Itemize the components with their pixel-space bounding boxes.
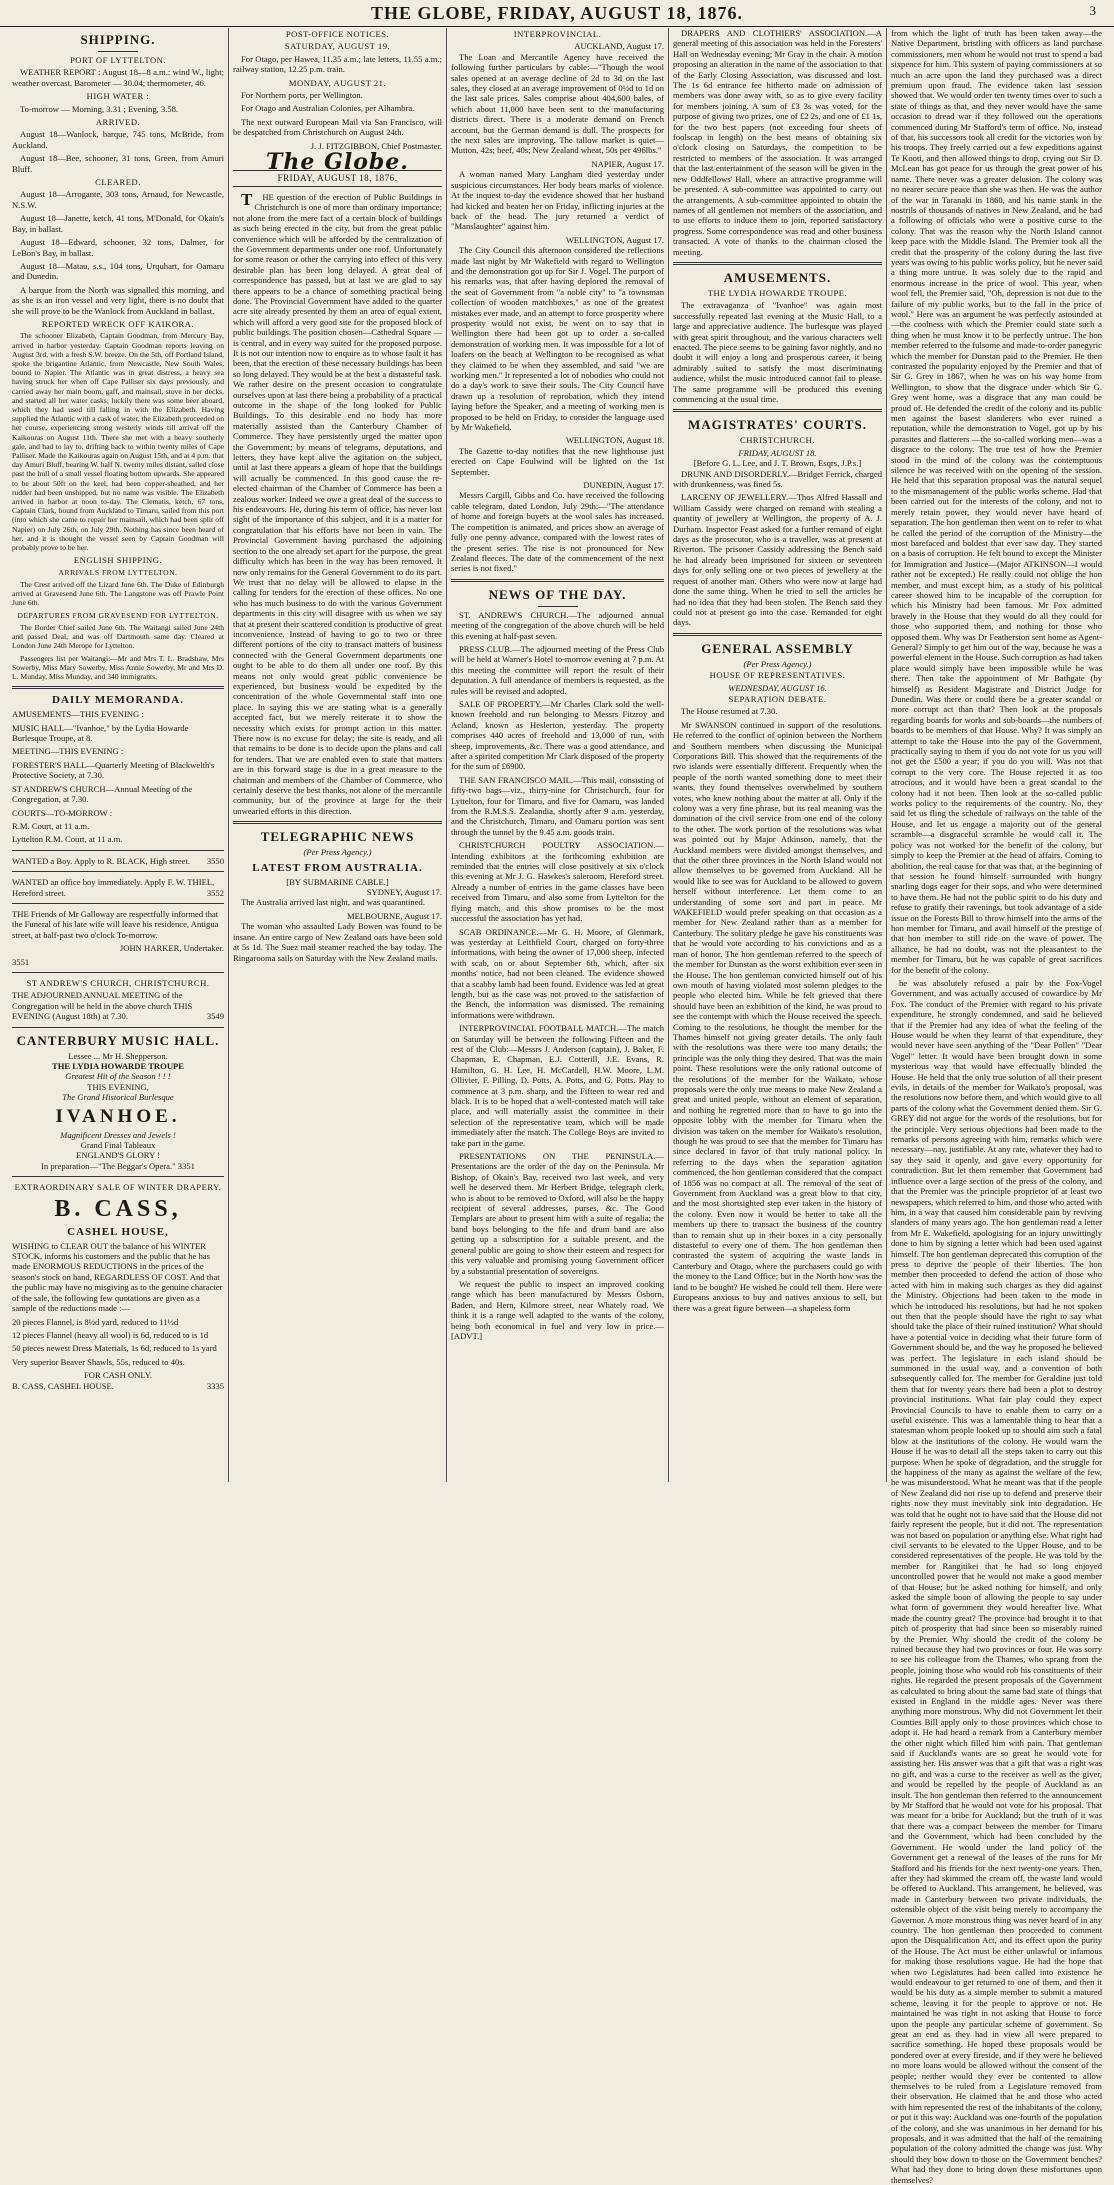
columns: [8, 28, 1106, 2185]
news-item: ST. ANDREW'S CHURCH.—The adjourned annual meeting of the congregation of the above church will be held this evening at half-past seven.: [451, 609, 664, 641]
finale: Grand Final Tableaux: [80, 1140, 156, 1151]
memo-meeting-heading: MEETING—THIS EVENING :: [12, 746, 124, 757]
memoranda-heading: DAILY MEMORANDA.: [52, 694, 184, 707]
magistrates-heading: MAGISTRATES' COURTS.: [688, 417, 867, 433]
column-2: [228, 28, 446, 1482]
barque-note: A barque from the North was signalled this morning, and as she is an iron vessel and very light, there is no doubt that she will prove to be the Wanlock from Auckland in ballast.: [12, 284, 224, 316]
press-agency: (Per Press Agency.): [303, 847, 372, 858]
court-bench: [Before G. L. Lee, and J. T. Brown, Esqrs, J.P.s.]: [693, 458, 862, 469]
lessee: Lessee ... Mr H. Shepperson.: [68, 1050, 168, 1061]
troupe: THE LYDIA HOWARDE TROUPE: [51, 1061, 185, 1072]
advert-cass: [12, 1182, 224, 1391]
grand-burlesque: The Grand Historical Burlesque: [62, 1092, 174, 1103]
interprovincial-heading: INTERPROVINCIAL.: [513, 29, 602, 39]
dateline: WELLINGTON, August 17.: [565, 234, 664, 245]
memo-court: R.M. Court, at 11 a.m.: [12, 820, 90, 831]
cass-title: B. CASS,: [54, 1195, 182, 1222]
leader-article: THE question of the erection of Public Buildings in Christchurch is one of more than ordinary importance; not alone from the mere fact of a certain block of buildings as such being erected in the city, but from the great public convenience which will be afforded by the centralization of the Government departments under one roof. Unfortunately for some reason or other the carrying into effect of this very desirable plan has been long delayed. A great deal of correspondence has passed, but at last we are glad to say there appears to be a chance of something practical being done. The Provincial Government have added to the quarter acre site already presented by them an area of equal extent, which will afford a very good site for the proposed block of public buildings. The position chosen—Cathedral Square —is central, and in every way suited for the proposed purpose. It is not our intention now to enquire as to whose fault it has been, that the erection of these necessary buildings has been so long delayed. They would be at the best a distasteful task. We rather desire on the present occasion to congratulate ourselves upon at last there being a probability of a practical outcome in the shape of the long looked for Public Buildings. To this desirable end no body has more materially assisted than the Canterbury Chamber of Commerce. They have persistently urged the matter upon the Government; by means of telegrams, deputations, and letters, they have kept alive the agitation on the subject, until at last there appears a gleam of hope that the buildings will actually be commenced. In this good cause the re-elected chairman of the Chamber of Commerce has been a zealous worker. Indeed we owe a great deal of the success to his endeavours. He, during his term of office, has never lost sight of the importance of this subject, and it is a matter for congratulation that his efforts have not been in vain. The Provincial Government having purchased the adjoining section to the one already set apart for the purpose, the great difficulty which has been in the way has been removed. It now only remains for the General Government to do its part. We trust that no delay will be allowed to elapse in the calling for tenders for the erection of these offices. No one who has much business to do with the various Government departments in this city will disagree with us when we say that at present their scattered condition is productive of great inconvenience. Instead of having to go to two or three different portions of the city to transact matters of business connected with the General Government departments one ought to be able to do them all under one roof. By this means not only would great public convenience be experienced, but business would be expedited by the concentration of the whole Governmental staff into one place. In saying this we are stating what is a generally accepted fact, but we merely reiterate it to show the necessity which exists for prompt action in this matter. There now is no excuse for delay; the site is ready, and all that remains to be done is to decide upon the plans and call for tenders. That we are enabled even to state that matters are in this forward stage is due in a great measure to the chairman and members of the Chamber of Commerce, who certainly deserve the best thanks, not alone of the mercantile community, but of the province at large for the their unwearied efforts in this direction.: [233, 189, 442, 816]
news-item: THE SAN FRANCISCO MAIL.—This mail, consisting of fifty-two bags—viz., thirty-nine for Christchurch, four for Lyttelton, four for Timaru, and five for Oamaru, was landed from the R.M.S.S. Zealandia, shortly after 9 a.m. yesterday, and the Christchurch, Timaru, and Oamaru portion was sent through the tunnel by the 9.45 a.m. goods train.: [451, 774, 664, 837]
news-item: INTERPROVINCIAL FOOTBALL MATCH.—The match on Saturday will be between the following Fifteen and the rest of the Club:—Messrs J. Anderson (captain), J. Baker, F. Chapman, E. Chapman, E.J. Cotterill, J.E. Evans, R. Hamilton, G. H. Lee, H. McCardell, H.W. Moore, L.M. Ollivier, F. Pilling, D. Potts, A. Potts, and G. Potts. Play to commence at 3 p.m. sharp, and the Fifteen to wear red and black. It is to be hoped that a well-contested match will take place, and will materially assist the committee in their selection of the representative team, which will be made immediately after the match. The College Boys are invited to take part in the game.: [451, 1023, 664, 1148]
english-arrivals: The Crest arrived off the Lizard June 6th. The Duke of Edinburgh arrived at Gravesend June 6th. The Langstone was off Prawle Point June 6th.: [12, 580, 224, 608]
music-hall-title: CANTERBURY MUSIC HALL.: [16, 1032, 220, 1048]
issue-date: FRIDAY, AUGUST 18, 1876.: [233, 170, 442, 186]
masthead: [0, 0, 1114, 27]
advert-st-andrews: [12, 978, 224, 1022]
melbourne-dateline: MELBOURNE, August 17.: [346, 910, 442, 921]
wreck-heading: REPORTED WRECK OFF KAIKORA.: [41, 318, 195, 329]
dresses: Magnificent Dresses and Jewels !: [60, 1129, 176, 1140]
cashel-house: CASHEL HOUSE,: [67, 1225, 169, 1238]
court-case: DRUNK AND DISORDERLY.—Bridget Ferrick, charged with drunkenness, was fined 5s.: [673, 468, 882, 490]
news-item: The Loan and Mercantile Agency have received the following further particulars by cable:—"Though the wool sales opened at an average decline of 2d to 3d on the last sales, they closed at an average improvement of 0½d to 1d on the last sale prices. Sales comprise about 404,600 bales, of which about 11,000 have been sent to the manufacturing districts direct. There is a moderate demand on French account, but the German demand is dull. The prospects for the next sales are improving. The tallow market is quiet—Mutton, 42s; beef, 40s; New Zealand wheat, 50s per 496lbs.": [451, 51, 664, 156]
column-4: [668, 28, 886, 1482]
news-item: We request the public to inspect an improved cooking range which has been manufactured by Messrs Osborn, Baden, and Hern, Kilmore street, near Whately road. We think it is a range well adapted to the wants of the colony, being both economical in fuel and very low in price.—[ADVT.]: [451, 1278, 664, 1341]
telegraphic-heading: TELEGRAPHIC NEWS: [260, 829, 415, 845]
this-evening: THIS EVENING,: [87, 1081, 149, 1092]
dateline: DUNEDIN, August 17.: [583, 480, 664, 491]
po-saturday: SATURDAY, AUGUST 19.: [284, 41, 391, 52]
ivanhoe-title: IVANHOE.: [55, 1105, 181, 1127]
press-agency: (Per Press Agency.): [743, 658, 812, 669]
globe-title: The Globe.: [266, 149, 409, 176]
cable-note: [BY SUBMARINE CABLE.]: [286, 876, 389, 887]
advert-heading: ST ANDREW'S CHURCH, CHRISTCHURCH.: [26, 977, 210, 988]
arrived-heading: ARRIVED.: [95, 117, 141, 128]
advert-office-boy: [12, 877, 224, 898]
price-item: 12 pieces Flannel (heavy all wool) is 6d, reduced to is 1d: [12, 1329, 209, 1340]
po-notice: For Otago and Australian Colonies, per Alhambra.: [241, 103, 415, 114]
sydney-dateline: SYDNEY, August 17.: [366, 887, 442, 898]
memo-courts-heading: COURTS—TO-MORROW :: [12, 807, 113, 818]
amusements-subheading: THE LYDIA HOWARDE TROUPE.: [707, 287, 848, 298]
separation-heading: SEPARATION DEBATE.: [728, 693, 827, 704]
glory: ENGLAND'S GLORY !: [76, 1150, 160, 1161]
post-office-heading: POST-OFFICE NOTICES.: [285, 29, 390, 39]
news-item: PRESS CLUB.—The adjourned meeting of the Press Club will be held at Warner's Hotel to-morrow evening at 7 p.m. At this meeting the committee will report the result of their deputation. A full attendance of members is requested, as the rules will be revised and adopted.: [451, 643, 664, 696]
column-3: [446, 28, 668, 1482]
shipping-heading: SHIPPING.: [80, 32, 156, 47]
amusements-heading: AMUSEMENTS.: [723, 269, 832, 285]
advert-text: WISHING to CLEAR OUT the balance of his WINTER STOCK, informs his customers and the public that he has made ENORMOUS REDUCTIONS in the prices of the season's stock on hand, REGARDLESS OF COST. And that the public may have no misgiving as to the genuine character of the sale, the following few quotations are given as a sample of the reductions made :—: [12, 1240, 223, 1314]
general-assembly-heading: GENERAL ASSEMBLY: [701, 640, 854, 656]
debate-continued: from which the light of truth has been taken away—the Native Department, bristling with officers as land purchase commissioners, men whom he would not trust to spend a bad sixpence for him. This system of paying commissioners at so much an acre upon the land they purchased was a direct premium upon fraud. The evidence taken last session showed that. We would order ten twenty times over to such a state of things as that, and they never would have the same occasion to dread war if they followed out the operations commenced during Mr Stafford's term of office. No, instead of that, his successors took all credit for the victories won by his troops. They freely carried out a few expeditions against Te Kooti, and then allowed things to drop, crying out Sir D. McLean has got peace for us through the great power of his name. There never was a greater delusion. The colony was no nearer secure peace than she was then. He was the author of the war in Taranaki in 1860, and his name stank in the nostrils of thousands of natives in New Zealand, and he had a following of officials who were a positive curse to the colony. That was the reason why the North Island cannot keep pace with the Middle Island. The Premier took all the credit that the prosperity of the colony during the last five years was owing to his public works policy, but he never said a thing more untrue. It was solely due to the rapid and enormous increase in the price of wool. This year, when wool fell, the Premier said, "Oh, depression is not due to the failure of my public works, but to the fall in the price of wool." Here was an argument he was perfectly astounded at—the coolness with which the Premier could state such a thing when he must know it to be perfectly untrue. The hon member referred to the fulsome and made-to-order panegyric which the member for Dunstan paid to the Premier. He then contrasted the popularity enjoyed by the Premier and that of Sir G. Grey in 1867, when he was on his way home from Wellington, to show that the disgrace under which Sir G. Grey went home, was a disgrace that any man could be proud of. He defended the credit of the colony and its public men against the basest slanderers who ever ruined a reputation, while the demonstration to Vogel, got up by his parasites and flatterers —the so-called working men—was a disgrace to the colony. The true test of how the Premier stood in the mind of the colony was the contemptuous silence he was received with on the opening of the session. He held that this separation proposal was the natural sequel to the mismanagement of the public works scheme. Had that been carried out for the interests of the colony, and not to merely retain power, they would never have heard of separation. The hon gentleman then went on to refer to what he called the period of the corruption of the Ministry—the most barefaced and boldest that ever saw day. They started on a basis of corruption. He felt bound to except the Minister for Immigration and Justice—(Major ATKINSON—I would rather not be excepted.) He really could not oblige the hon member, and must except him, as a study of his political career showed him to be incapable of the corruption for which his Ministry had been famous. Mr Fox admitted bravely in the House that they would do all they could for those who supported them, and nothing for those who opposed them. Why was Dr Featherston sent home as Agent-General? Simply to get him out of the way, because he was a powerful element in the House. Such corruption as had taken place would simply have been impossible while he was there. Then take the appointment of Mr Bathgate (by himself) as Resident Magistrate and District Judge for Dunedin. Was there or could there be a greater scandal or more corrupt act than that? Then look at the proposals regarding boards for works and sub-boards—the numbers of boards to be members of that House. Why? It was simply an attempt to take the House into the pay of the Government, practically saying to them if you do not vote for us you will not get the £500 a year; if you do you will. Was not that corrupt to the very core. The House rejected it as too atrocious, and it would have been a great scandal to the colony had it not been. Then look at the so-called public works policy to the requirements of the country. No, they said let us fling the schedule of railways on the table of the House, and let us engage a majority out of the general scramble—a disgraceful scramble he would call it. The policy was not worked for the benefit of the colony, but simply to keep the Premier at the head of affairs. Coming to abolition, the real cause for that was that, at the beginning of that session he found himself surrounded with hungry snarling dogs eager for their sops, and who were determined to have them. He had not the public spirit to do his duty and refuse to gratify their ravenings, but took advantage of a side issue on the Forests Bill to throw himself into the arms of the hon member for Timaru, and avail himself of the prestige of that hon member to still ride on the wave of power. The alliance, he had no doubt, was not the pleasantest to the member for Timaru, but he was capable of great sacrifices for the benefit of the colony.: [891, 28, 1102, 975]
assembly-date: WEDNESDAY, AUGUST 16.: [728, 682, 827, 693]
debate-continued: he was absolutely refused a pair by the Fox-Vogel Government, and was actually accused of cowardice by Mr Fox. The conduct of the Premier with regard to his private expenditure, he strongly condemned, and said he believed that if the Premier had any idea of what the feeling of the House would be when they learnt of that expenditure, they would never have seen anything of the "Dear Pollen" "Dear Vogel" letter. It would have been brought down in some mysterious way that would have effectually blinded the House. He held that the only true solution of all their present evils, in details of the member for Waikato's proposal, was the resolutions now before them, and which would give to all parts of the colony what the Government denied them. Sir G. GREY did not argue for the words of the resolutions, but for the principle. Very serious objections had been made to the remarks of persons agreeing with him, remarks which were necessary—nay, justifiable. At any rate, whatever they had to say they said it openly, and gave every opportunity for contradiction. But let them remember that Government had influence over a large section of the press of the colony, and that the Premier was the principle proprietor of at least two newspapers, which referred to him, and those who acted with him, in a way that caused him considerable pain by reviving slanders of many years ago. The hon gentleman read a letter from Mr E. Wakefield, apologising for an injury unwittingly done to him by signing a letter which had been used against himself. The hon gentleman deprecated this corruption of the press to deprive the people of their liberties. The hon member then proceeded to defend the action of those who acted with him in making such charges as they did against the Ministry. Objections had been taken to the mode in which he introduced his resolutions, but had he not spoken out then that the people should have the right to say what should take the place of their ruined institution? What should have a potential voice in deciding what their future form of Government should be, and the way he proposed he believed was perfect. The legislature in each island should be summoned in the usual way, and a convention of both subsequently called for. The member for Geraldine just told them that for twenty years there had been a plot to destroy provincial institutions. What fair play could they expect Provincial Councils to have to enable them to carry on a useful existence. This was a lamentable thing to hear that a statesman whom people looked up to should aim such a fatal blow at the institutions of the colony. He would warn the House if he was to detail all the steps taken to carry out this purpose. When he spoke of degradation, and the struggle for the happiness of the many as against the welfare of the few, he was misunderstood. What he meant was that if the people of New Zealand did not rise up to defend and preserve their rights now they must inevitably sink into degradation. He was told that he ought not to have said that the House did not fairly represent the people, but it did not. The representation was not based on population or anything else. What right had civil servants to be elevated to the Upper House, and to be considered representatives of the people. He was told by the member for Rangitikei that he had so long enjoyed uncontrolled power that he would not make a good member of that House; but he asked nothing for himself, and only asked the simple boon of allowing the people to say under what form of government they would hereafter live. What made the country great? The province had brought it to that pitch of prosperity that had since been so miserably ruined by the Premier. Why should the credit of the colony be ruined because they had two provinces or four. He was sorry to see his colleague from the Thames, who sprang from the people, joining those who would rob his constituents of their rights. He regarded the present proposals of the Government as calculated to bring about the same bad state of things that existed in England in the middle ages. Never was there anything more monstrous. Why did not Government let their Counties Bill apply only to those provinces which chose to adopt it. He had heard a remark from a Canterbury member the other night which filled him with pain. That gentleman said if Auckland's wants are so great he would vote for assisting her. His answer was that a gift that was a right was no gift, and was a curse to the receiver as well as the giver, and would be repelled by the people of Auckland as an insult. The hon gentleman then referred to the announcement by Mr Stafford that he would not vote for his proposal. That was meant for a bribe for Auckland; but the truth of it was that there was a compact between the member for Timaru and the Government, which had been concluded by the Government. He would under the land policy of the Government get a renewal of the leases of the runs for Mr Stafford and his friends for the next twenty-one years. Then, after they had skimmed the cream off, the waste land would be offered to Auckland. This arrangement, he believed, was made in Canterbury between two private individuals, the ostensible object of the visit being merely to accompany the Governor. A more monstrous thing was never heard of in any country. The hon gentleman then proceeded to comment upon the Disqualification Act, and its effect upon the purity of the House. The Act must be either unlawful or infamous for making those resolutions vague. He had the hope that when two Legislatures had been called into existence he would endeavour to get returned to one of them, and then it would be his duty as a simple member to submit a matured scheme, leaving it for the people to approve or not. He maintained he was right in not asking that House to force upon the people any particular scheme of government. So great an end as they had in view all were prepared to sacrifice something. He hoped these proposals would be pondered over at every fireside, and if they were he believed no more loans would be allowed without the consent of the people; neither would they ever be contented to allow themselves to be ruled from a Legislature removed from their observation. He claimed that he and those who acted with him represented the rest of the inhabitants of the colony, or put it this way: Auckland was one-fourth of the population of the colony, and she was unanimous in her demand for his proposals, and it was admitted that the half of the remaining population of the colony admitted the change was just. Why should they bow down to those on the Government benches? What had they done to bring down these misfortunes upon themselves?: [891, 977, 1102, 2185]
australia-heading: LATEST FROM AUSTRALIA.: [252, 861, 423, 874]
memo-meeting: FORESTER'S HALL—Quarterly Meeting of Blackwelth's Protective Society, at 7.30.: [12, 759, 215, 781]
dateline: WELLINGTON, August 18.: [565, 435, 664, 446]
english-shipping-heading: ENGLISH SHIPPING.: [73, 555, 163, 566]
advert-music-hall: [12, 1033, 224, 1172]
page-number: 3: [1089, 3, 1096, 18]
high-water: To-morrow — Morning, 3.31 ; Evening, 3.58.: [20, 103, 179, 114]
drapers-association: DRAPERS AND CLOTHIERS' ASSOCIATION.—A general meeting of this association was held in the Foresters' Hall on Wednesday evening; Mr Gray in the chair. A motion proposing an alteration in the name of the association to that of the Early Closing Association, was discussed and lost. The 1s 6d entrance fee hitherto made on admission of members was done away with, so as to give every facility for members joining. A sum of £3 3s was voted, for the purpose of giving two prizes, one of £2 2s, and one of £1 1s, for the two best papers (not exceeding four sheets of foolscap in length) on the best means of obtaining six o'clock closing on Saturdays, the competition to be restricted to members of the association. It was arranged that the last entertainment of the season will be given in the new Oddfellows' Hall, where an attractive programme will be presented. A sub-committee was appointed to carry out the arrangements. A sub-committee appointed to obtain the names of all gentlemen not members of the association, and to use efforts to induce them to join, reported satisfactory progress. Some correspondence was read and other business transacted. A vote of thanks to the chairman closed the meeting.: [673, 28, 882, 257]
news-item: SCAB ORDINANCE.—Mr G. H. Moore, of Glenmark, was yesterday at Leithfield Court, charged on forty-three informations, with being the owner of 17,000 sheep, infected with scab, on or about September 6th, which, after six months' notice, had not been cleaned. The evidence showed that a scabby lamb had been found. Evidence was led at great length, but as the case was not proved to the satisfaction of the Bench, the information was dismissed. The remaining informations were withdrawn.: [451, 926, 664, 1020]
amusements-text: The extravaganza of "Ivanhoe" was again most successfully repeated last evening at the Music Hall, to a large and appreciative audience. The burlesque was played with great spirit throughout, and the various characters well enacted. The piece seems to be gaining favor nightly, and no doubt it will enjoy a long and prosperous career, it being admirably suited to satisfy the most discriminating audience, whilst the music introduced cannot fail to please. The same programme will be produced this evening commencing at the usual time.: [673, 300, 882, 404]
price-item: 50 pieces newest Dress Materials, 1s 6d, reduced to 1s yard: [12, 1343, 217, 1354]
melbourne-news: The woman who assaulted Lady Bowen was found to be insane. An entire cargo of New Zealand oats have been sold at 5s 1d. The Suez mail steamer reached the bay today. The Ringarooma sails on Saturday with the New Zealand mails.: [233, 921, 442, 963]
memo-amusements-heading: AMUSEMENTS—THIS EVENING :: [12, 709, 144, 720]
advert-number: 3335: [206, 1380, 224, 1391]
cleared-item: August 18—Arrogante, 303 tons, Arnaud, for Newcastle, N.S.W.: [12, 189, 224, 210]
weather-report: WEATHER REPORT : August 18—8 a.m.: wind W., light; weather overcast. Barometer — 30.04; thermometer, 46.: [12, 67, 224, 88]
column-1: [8, 28, 228, 1482]
court-date: FRIDAY, AUGUST 18.: [738, 447, 817, 458]
memo-amusements: MUSIC HALL—"Ivanhoe," by the Lydia Howarde Burlesque Troupe, at 8.: [12, 722, 189, 744]
court-place: CHRISTCHURCH.: [739, 435, 816, 446]
arrival-item: August 18—Wanlock, barque, 745 tons, McBride, from Auckland.: [12, 129, 224, 150]
memoranda: [12, 709, 224, 844]
advert-text: THE ADJOURNED ANNUAL MEETING of the Congregation will be held in the above church THIS EVENING (August 18th) at 7.30.: [12, 990, 193, 1022]
wreck-text: The schooner Elizabeth, Captain Goodman, from Mercury Bay, arrived in harbor yesterday. Captain Goodman reports leaving on August 3rd, with a fresh S.W. breeze. On the 5th, off Portland Island, spoke the brigantine Atlantic, from Newcastle, New South Wales, bound to Napier. The Atlantic was in great distress, a heavy sea having struck her when off Cape Palliser six days previously, and carried away her main boom, gaff, and mainsail, stove in her decks, and started all her water casks; luckily there was some beer aboard, which they had used till falling in with the Elizabeth. Having supplied the Atlantic with a cask of water, the Elizabeth proceeded on her course, experiencing strong westerly winds till arrival off the Kaikouras on August 11th. There she met with a heavy southerly gale, and had to lay to, drifting back to within twenty miles of Cape Palliser. Made the Kaikouras again on August 15th, and at 4 p.m. that day Amuri Bluff, bearing W. half N. twenty miles distant, sailed close past the hull of a small vessel floating bottom upwards. She appeared to be about 50ft on the keel, had been copper-sheathed, and her rudder had been unshipped, but no name was visible. The Elizabeth arrived in harbor at noon to-day. The Clematis, ketch, 67 tons, Captain Clark, bound from Auckland to Timaru, sailed from this port (into which she came to repair her mainsail, which had been split off Napier) on July 26th, on July 29th. Nothing has since been heard of her, and it is thought the vessel seen by Captain Goodman will probably prove to be her.: [12, 331, 224, 553]
port-heading: PORT OF LYTTELTON.: [69, 55, 167, 65]
masthead-title: THE GLOBE, FRIDAY, AUGUST 18, 1876.: [371, 3, 743, 23]
news-item: The City Council this afternoon considered the reflections made last night by Mr Wakefield with regard to Wellington and the demonstration got up for Sir J. Vogel. The purport of his remarks was, that after having deplored the removal of the seat of Government from "a noble city" to "a townsman collection of wooden matchboxes," as one of the greatest mistakes ever made, and an attempt to force prosperity where prosperity would not exist, he went on to say that in Wellington there had been got up to order a so-called demonstration of working men. It was impossible for a lot of loafers on the beach at Wellington to be recognised as what they claimed to be when they assembled, and said "we are working men." It represented a lot of nobodies who could not do a day's work to save their souls. The City Council have drawn up a resolution of reprobation, which they intend laying before the Speaker, and a meeting of working men is proposed to be held on Friday, to consider the language used by Mr Wakefield.: [451, 245, 664, 433]
arrival-item: August 18—Bee, schooner, 31 tons, Green, from Amuri Bluff.: [12, 153, 224, 174]
in-preparation: In preparation—"The Beggar's Opera.": [41, 1160, 176, 1171]
house-heading: HOUSE OF REPRESENTATIVES.: [709, 670, 846, 681]
memo-meeting: ST ANDREW'S CHURCH—Annual Meeting of the Congregation, at 7.30.: [12, 783, 193, 805]
po-monday: MONDAY, AUGUST 21.: [288, 77, 387, 88]
english-departures-heading: DEPARTURES FROM GRAVESEND FOR LYTTELTON.: [17, 610, 219, 620]
english-arrivals-heading: ARRIVALS FROM LYTTELTON.: [58, 567, 178, 577]
price-item: 20 pieces Flannel, is 8½d yard, reduced to 11½d: [12, 1316, 179, 1327]
high-water-heading: HIGH WATER :: [86, 91, 150, 102]
advert-signature: B. CASS, CASHEL HOUSE.: [12, 1380, 114, 1391]
price-item: Very superior Beaver Shawls, 55s, reduced to 40s.: [12, 1356, 185, 1367]
po-notice: The next outward European Mail via San Francisco, will be despatched from Christchurch on August 24th.: [233, 116, 442, 138]
cleared-item: August 18—Janette, ketch, 41 tons, M'Donald, for Okain's Bay, in ballast.: [12, 213, 224, 234]
passenger-list: Passengers list per Waitangi:—Mr and Mrs T. L. Bradshaw, Mrs Sowerby, Miss Mary Sowerby, Miss Annie Sowerby, Mr and Mrs D. L. Munday, Miss Munday, and 340 immigrants.: [12, 653, 224, 682]
greatest-hit: Greatest Hit of the Season ! ! !: [65, 1071, 171, 1082]
dateline: NAPIER, August 17.: [591, 158, 664, 169]
advert-funeral: [12, 909, 224, 967]
english-departures: The Border Chief sailed June 6th. The Waitangi sailed June 24th and passed Deal, and was off Dartmouth same day. Cleared at London June 24th Merope for Lyttelton.: [12, 623, 224, 651]
advert-number: 3551: [12, 956, 30, 967]
assembly-time: The House resumed at 7.30.: [681, 706, 778, 717]
assembly-debate: Mr SWANSON continued in support of the resolutions. He referred to the conflict of opinion between the Northern and Southern members when discussing the Municipal Corporations Bill. This showed that the requirements of the two islands were essentially different. Frequently when the people of the north wanted something done to meet their wants, they found themselves overwhelmed by southern votes, who knew nothing about the matter at all. Only if the colony was a very fine phrase, but its real meaning was the domination of the civil service from one end of the colony to the other. The work portion of the resolutions was what was pointed out by Major Atkinson, namely, that the Auckland members were divided amongst themselves, and that the other three provinces in the North Island would not allow themselves to be governed from Auckland. All he would like to see was for Auckland to be allowed to govern herself without interference. Let them come to an understanding of some sort and part in peace. Mr WAKEFIELD would prefer speaking on that occasion as a member for New Zealand rather than as a member for Canterbury. The solitary pledge he gave his constituents was that he would vote according to his convictions and as a man of honor. The hon gentleman referred to the speech of the member for Dunstan as the worst exhibition ever seen in the House. The hon gentleman convicted himself out of his own mouth of having violated most solemn pledges to the people who elected him. While he felt grieved that there should have been an exhibition of the kind, he was proud to see the contempt with which the House received the speech. Coming to the resolutions, he thought the member for the Thames himself not giving greater details. The only fault with the resolutions was there were too many details; the principle was the only thing they desired. That was the main point. These resolutions were the only rational outcome of the resolutions of the member for the Waikato, whose proposals were the only true means to make New Zealand a great and united people, without an element of separation, and nothing he regretted more than to have to go into the opposite lobby with the member for Timaru when the division was taken on the member for Waikato's resolution, though he was proud to see that the member for Timaru has since declared in favor of that truly national policy. In referring to the days when the separation agitation commenced, the hon gentleman considered that the compact of 1856 was no compact at all. The removal of the seat of Government from Auckland was a great blow to that city, and the most shortsighted step ever taken in the history of the colony. Even now it would be better to take all the members up there to transact the business of the country than to remain shut up in their boxes in a city personally distasteful to every one of them. The hon gentleman then contrasted the system of acquiring the waste lands in Canterbury and Otago, where the purchasers could go with the money to the Land Office; but in the North how was the land to be bought? He wished he could tell them. Here were Europeans anxious to buy and natives anxious to sell, but there was a great figure between—a shapeless form: [673, 719, 882, 1313]
news-item: A woman named Mary Langham died yesterday under suspicious circumstances. Her body bears marks of violence. At the inquest to-day the evidence showed that her husband had kicked and beaten her on Friday, inflicting injuries at the back of the head. The jury returned a verdict of "Manslaughter" against him.: [451, 169, 664, 232]
advert-number: 3549: [206, 1011, 224, 1022]
column-5: [886, 28, 1106, 2185]
advert-number: 3351: [177, 1160, 195, 1171]
cash-only: FOR CASH ONLY.: [84, 1370, 152, 1381]
news-item: PRESENTATIONS ON THE PENINSULA.—Presentations are the order of the day on the Peninsula. Mr Bishop, of Okain's Bay, received two last week, and very well he deserved them. Mr Herbert Bridge, telegraph clerk, who is about to be removed to Oxford, will also be the happy recipient of several addresses, purses, &c. The Good Templars are about to present him with a suite of regalia; the band boys belonging to the fife and drum band are also getting up a subscription for a suitable present, and the general public are going to show their esteem and respect for this very valuable and promising young Government officer by a substantial presentation of sovereigns.: [451, 1151, 664, 1276]
advert-number: 3552: [206, 887, 224, 898]
news-item: SALE OF PROPERTY.—Mr Charles Clark sold the well-known freehold and run belonging to Messrs Fitzroy and Acland, known as Heslerton, yesterday. The property comprises 440 acres of freehold and 13,000 of run, with sheep, improvements, &c. There was a good attendance, and after a spirited competition Mr Clark disposed of the property for the sum of £6900.: [451, 698, 664, 772]
advert-heading: EXTRAORDINARY SALE OF WINTER DRAPERY.: [14, 1182, 222, 1193]
cleared-heading: CLEARED.: [95, 177, 141, 188]
news-item: Messrs Cargill, Gibbs and Co. have received the following cable telegram, dated London, July 29th:—"The attendance of home and foreign buyers at the wool sales has increased. The competition is animated, and prices show an average of fully one penny advance, compared with the lowest rates of the present series. The rise is not pronounced for New Zealand fleeces. The date of the commencement of the next series is not fixed.": [451, 490, 664, 574]
po-notice: For Northern ports, per Wellington.: [241, 90, 363, 101]
advert-text: WANTED a Boy. Apply to R. BLACK, High street.: [12, 855, 190, 866]
po-notice: For Otago, per Hawea, 11.35 a.m.; late letters, 11.55 a.m.; railway station, 12.25 p.m. train.: [233, 53, 442, 75]
advert-number: 3550: [206, 855, 224, 866]
memo-court: Lyttelton R.M. Court, at 11 a.m.: [12, 834, 123, 845]
news-item: The Gazette to-day notifies that the new lighthouse just erected on Cape Foulwind will be lighted on the 1st September.: [451, 445, 664, 477]
advert-text: WANTED an office boy immediately. Apply F. W. THIEL, Hereford street.: [12, 877, 215, 898]
advert-wanted-boy: [12, 856, 224, 866]
sydney-news: The Australia arrived last night, and was quarantined.: [241, 897, 425, 908]
dateline: AUCKLAND, August 17.: [574, 41, 664, 52]
cleared-item: August 18—Edward, schooner, 32 tons, Dalmer, for LeBon's Bay, in ballast.: [12, 237, 224, 258]
court-case: LARCENY OF JEWELLERY.—Thos Alfred Hassall and William Cassidy were charged on remand with stealing a quantity of jewellery at Wellington, the property of A. J. Durham. Inspector Feast asked for a further remand of eight days as the prosecutor, who is a traveller, was at present at Riverton. The prisoner Cassidy addressing the Bench said he had already been imprisoned for sixteen or seventeen days for only selling one or two pieces of jewellery at the request of another man. Others who were now at large had done the same thing. When he tried to sell the articles he had no idea that they had been stolen. The Bench said they could not at present go into the case. Remanded for eight days.: [673, 492, 882, 628]
advert-text: THE Friends of Mr Galloway are respectfully informed that the Funeral of his late wife will leave his residence, Antigua street, at half-past two o'clock To-morrow.: [12, 908, 219, 940]
advert-signature: JOHN HARKER, Undertaker.: [119, 943, 224, 954]
po-signature: J. J. FITZGIBBON, Chief Postmaster.: [310, 140, 442, 151]
news-of-the-day-heading: NEWS OF THE DAY.: [488, 586, 627, 602]
cleared-item: August 18—Matau, s.s., 104 tons, Urquhart, for Oamaru and Dunedin.: [12, 260, 224, 282]
news-item: CHRISTCHURCH POULTRY ASSOCIATION.—Intending exhibitors at the forthcoming exhibition are reminded that the entries will close positively at six o'clock this evening at Mr J. G. Hawkes's saleroom, Hereford street. Already a number of entries in the game classes have been received from Timaru, and also some from Lyttelton for the flying match, and this show promises to be the most successful the association has yet had.: [451, 840, 664, 924]
